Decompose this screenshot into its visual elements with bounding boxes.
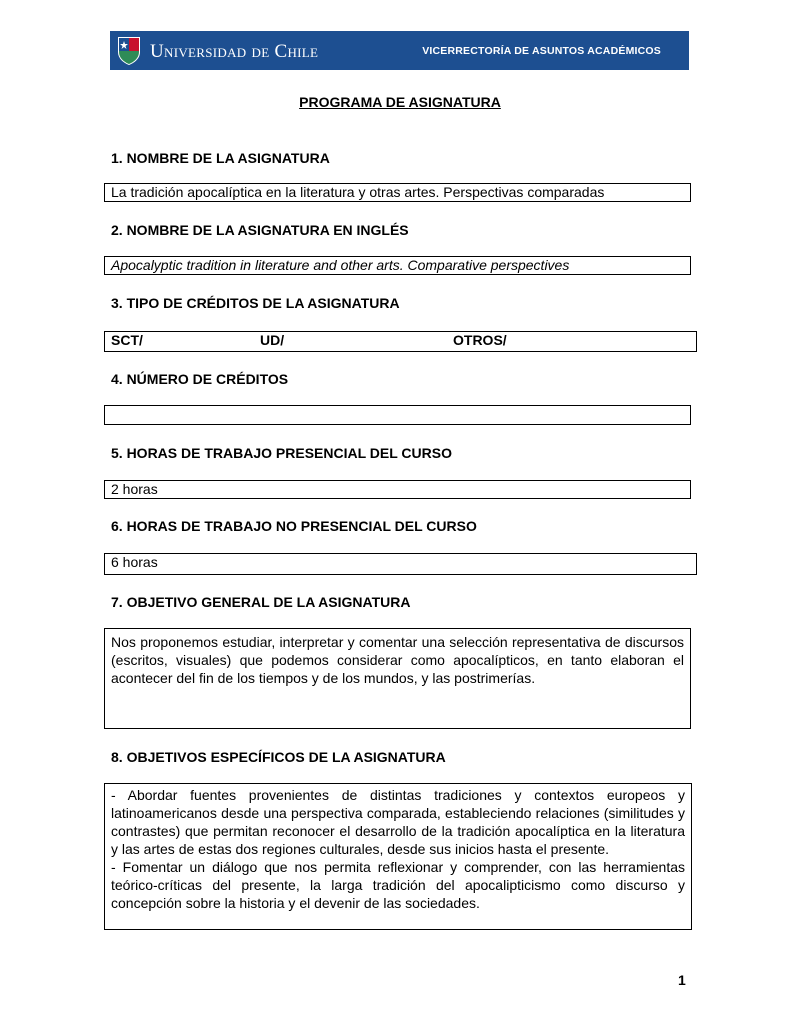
specific-objective-item: - Abordar fuentes provenientes de distintas tradiciones y contextos europeos y latinoamericanos desde una perspectiva comparada, estableciendo relaciones (similitudes y contrastes) que permitan reconocer el desarrollo de la tradición apocalíptica en la literatura y las artes de estas dos regiones culturales, desde sus inicios hasta el presente. [111,787,685,857]
presential-hours-box: 2 horas [104,480,691,499]
university-crest-icon [116,35,142,66]
credit-sct-label: SCT/ [111,332,143,348]
general-objective-box [104,628,691,729]
header-banner [110,31,689,70]
course-name-box: La tradición apocalíptica en la literatura y otras artes. Perspectivas comparadas [104,183,691,202]
specific-objectives-box [104,783,692,930]
section-2-heading: 2. NOMBRE DE LA ASIGNATURA EN INGLÉS [111,222,409,238]
credit-type-box [104,331,697,352]
section-7-heading: 7. OBJETIVO GENERAL DE LA ASIGNATURA [111,594,411,610]
university-name: Universidad de Chile [150,41,319,62]
non-presential-hours-box: 6 horas [104,553,697,575]
section-4-heading: 4. NÚMERO DE CRÉDITOS [111,371,289,387]
section-3-heading: 3. TIPO DE CRÉDITOS DE LA ASIGNATURA [111,295,400,311]
section-8-heading: 8. OBJETIVOS ESPECÍFICOS DE LA ASIGNATURA [111,749,446,765]
course-name-english-box: Apocalyptic tradition in literature and other arts. Comparative perspectives [104,256,691,275]
credit-number-box [104,405,691,425]
section-6-heading: 6. HORAS DE TRABAJO NO PRESENCIAL DEL CURSO [111,518,477,534]
document-title: PROGRAMA DE ASIGNATURA [299,94,501,110]
page-number: 1 [678,972,686,988]
section-5-heading: 5. HORAS DE TRABAJO PRESENCIAL DEL CURSO [111,445,452,461]
credit-otros-label: OTROS/ [453,332,507,348]
general-objective-text: Nos proponemos estudiar, interpretar y comentar una selección representativa de discursos (escritos, visuales) que podemos considerar como apocalípticos, en tanto elaboran el acontecer del fin de los tiempos y de los mundos, y las postrimerías. [111,634,684,686]
specific-objective-item: - Fomentar un diálogo que nos permita reflexionar y comprender, con las herramientas teórico-críticas del presente, la larga tradición del apocalipticismo como discurso y concepción sobre la historia y el devenir de las sociedades. [111,859,685,911]
section-1-heading: 1. NOMBRE DE LA ASIGNATURA [111,150,330,166]
credit-ud-label: UD/ [260,332,285,348]
vicerrectoria-label: VICERRECTORÍA DE ASUNTOS ACADÉMICOS [422,45,661,57]
